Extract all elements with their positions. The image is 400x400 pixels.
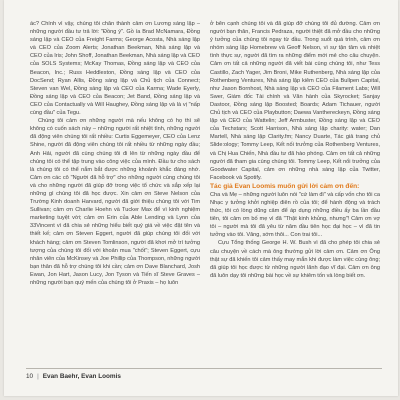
section-heading: Tác giả Evan Loomis muốn gửi lời cảm ơn đến: [210, 182, 360, 190]
footer-separator: | [37, 373, 39, 380]
paragraph: Chúng tôi cảm ơn những người mà nếu không có họ thì sẽ không có cuốn sách này – những người rất nhiệt tình, những người đã động viên chúng tôi rất nhiều: Curtis Eggemeyer, CEO của Lenz Shine, người đã động viên chúng tôi rất nhiều từ những ngày đầu; Anh Hải, người đã cùng chúng tôi đi lên từ những ngày đầu để chúng tôi có thể tập trung vào công việc của mình. Đầu tư cho sách là chúng tôi có thể nắm bắt được những khoảnh khắc đáng nhớ. Cảm ơn các cô "Người đã hỗ trợ" cho những người cùng chúng tôi và cho những người đã giúp đỡ trong việc tổ chức và sắp xếp lại những gì chúng tôi đã học được. Xin cảm ơn Steve Nelson của Trường Kinh doanh Harvard, người đã giới thiệu chúng tôi với Tim Sullivan; cảm ơn Charlie Hoehn và Tucker Max để vì kinh nghiệm marketing tuyệt vời; cảm ơn Erin của Able Lending và Lynn của 33Vincent vì đã chia sẻ những hiểu biết quý giá về việc đặt tên và thiết kế; cảm ơn Steven Eggert, người đã giúp chúng tôi đối với khách hàng; cảm ơn Steven Tomlinson, người đã khơi mở trí tưởng tượng của chúng tôi đối với khoản mua "chốt"; Steven Eggert, cựu nhân viên của McKinsey và Joe Phillip của Thompson, những người bạn thân đã hỗ trợ chúng tôi khi cần; cảm ơn Dave Blanchard, Josh Ewan, Jon Hart, Jason Lucy, Jon Tyson và Tiến sĩ Steve Graves – những người bạn quý mến của chúng tôi ở Praxis – họ luôn [30, 118, 200, 286]
page-footer [26, 373, 121, 380]
footer-divider [26, 368, 382, 369]
footer-authors: Evan Baehr, Evan Loomis [42, 373, 121, 380]
right-column [210, 20, 380, 356]
paragraph: Cựu Tổng thống George H. W. Bush vì đã cho phép tôi chia sẻ câu chuyện về cách mà ông thường gửi lời cảm ơn. Cảm ơn Ông thật sự đã khiến tôi cảm thấy may mắn khi được làm việc cùng ông; đã giúp tôi học được từ những người lãnh đạo vĩ đại. Cảm ơn ông đã luôn dạy tôi những bài học về sự khiêm tốn và lòng biết ơn. [210, 240, 380, 279]
page-number: 10 [26, 373, 34, 380]
paragraph: Cha và Mẹ – những người luôn nói "cứ làm đi" và cấp vốn cho tôi ca Nhạc y tưởng khởi nghiệp điên rồ của tôi; để hành động và trách thức, tôi có lòng dũng cảm để áp dụng những điều ấy ba lần đầu tiên, tôi cảm ơn bố mẹ vì đã "Thật kinh khủng, nhưng"! Cảm ơn vợ tôi – người mà tôi đã yêu từ năm đầu tiên học đại học – vì đã tin tưởng vào tôi. Văng, sớm thôi... Con trai tôi... [210, 191, 380, 239]
paragraph: ở bên cạnh chúng tôi và đã giúp đỡ chúng tôi đủ đường. Cảm ơn người bạn thân, Francis Pedraza, người thiệt đã mở đầu cho những ý tưởng của chúng tôi ngay từ đầu. Trong suốt quá trình, cảm ơn nhóm sáng lập Homebrew và Geoff Nelson, vì sự tận tâm và nhiệt tình thực sự, người đã tìm ra những điểm mới mẻ cho câu chuyện. Cảm ơn tất cả những người đã viết bài cùng chúng tôi, như Tess Castillo, Zach Yager, Jim Broni, Mike Ruthenberg, Nhà sáng lập của Rothenberg Ventures, Nhà sáng lập kiêm CEO của Bullpen Capital, như Jason Bornhost, Nhà sáng lập và CEO của Filament Labs; Will Swer, Giám đốc Tài chính và Văn hành của Skyrocket; Sanjay Dastoor, Đồng sáng lập Boosted; Boards; Adam Tichauer, người Chủ tịch và CEO của Playbutton; Daewa Vanthereckeyn, Đồng sáng lập và CEO của Wattelin; Jeff Armbuster, Đồng sáng lập và CEO của Techstars; Scott Harrison, Nhà sáng lập charity: water; Dan Martell, Nhà sáng lập Clarity.fm; Nancy Duarte, Tác giả trang chủ Slide:ology; Tommy Leep, Kết nối trưởng của Rothenberg Ventures, và Chị Hua Chiến, Nhà đầu tư đã hào phóng. Cảm ơn tất cả những người đã tham gia cùng chúng tôi. Tommy Leep, Kết nối trưởng của Goodwater Capital, cảm ơn những nhà sáng lập của Twitter, Facebook và Spotify. [210, 21, 380, 181]
book-page [4, 0, 398, 396]
left-column [30, 20, 200, 356]
paragraph: ác? Chính vì vậy, chúng tôi chân thành cảm ơn Lương sáng lập – những người đầu tư trả lời: "Đồng ý". Gồ ía Brad McNamara, Đồng sáng lập và CEO của Freight Farms; George Acosta, Nhà sáng lập và CEO của Zoom Alerts; Jonathan Beekman, Nhà sáng lập và CEO của Iris; John Shoff, Jonathan Beekman, Nhà sáng lập và CEO của SOLS Systems; McKay Thomas, Đồng sáng lập và CEO của Beacon, Inc.; Russ Heddleston, Đồng sáng lập và CEO của DocSend; Ryan Allis, Đồng sáng lập và Chủ tịch của Connect; Steven van Wel, Đồng sáng lập và CEO của Karma; Wade Eyerly, Đồng sáng lập và CEO của Beacon; Jet Band, Đồng sáng lập và CEO của Contactually và Will Haughey, Đồng sáng lập và là vị "nấp cùng đầu" của Tegu. [30, 21, 200, 117]
